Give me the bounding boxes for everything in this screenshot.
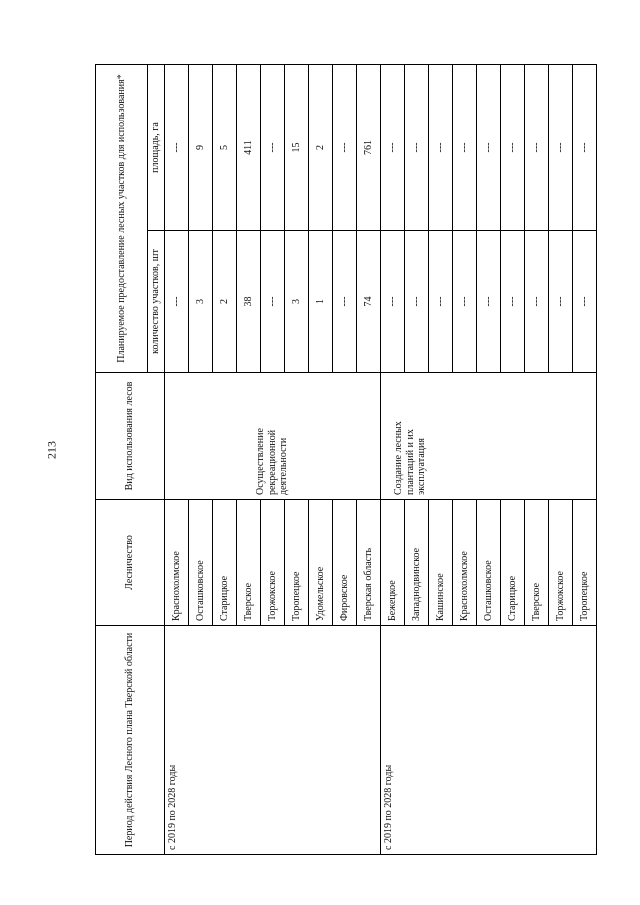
area-cell: --- — [429, 65, 453, 231]
header-period: Период действия Лесного плана Тверской области — [96, 626, 165, 855]
forestry-cell: Торопецкое — [573, 500, 597, 626]
count-cell: 2 — [213, 231, 237, 373]
forestry-cell: Осташковское — [189, 500, 213, 626]
forest-plan-table — [95, 64, 597, 855]
count-cell: --- — [501, 231, 525, 373]
count-cell: --- — [477, 231, 501, 373]
forestry-cell: Тверская область — [357, 500, 381, 626]
forestry-cell: Осташковское — [477, 500, 501, 626]
count-cell: --- — [405, 231, 429, 373]
area-cell: --- — [333, 65, 357, 231]
forestry-cell: Тверское — [237, 500, 261, 626]
table-rotation-wrapper — [95, 65, 615, 855]
forestry-cell: Удомельское — [309, 500, 333, 626]
header-forestry: Лесничество — [96, 500, 165, 626]
area-cell: --- — [573, 65, 597, 231]
forestry-cell: Бежецкое — [381, 500, 405, 626]
area-cell: 411 — [237, 65, 261, 231]
forestry-cell: Западнодвинское — [405, 500, 429, 626]
period-cell: с 2019 по 2028 годы — [381, 626, 597, 855]
area-cell: 5 — [213, 65, 237, 231]
area-cell: --- — [453, 65, 477, 231]
forestry-cell: Краснохолмское — [453, 500, 477, 626]
forestry-cell: Краснохолмское — [165, 500, 189, 626]
area-cell: 2 — [309, 65, 333, 231]
count-cell: 74 — [357, 231, 381, 373]
forestry-cell: Торжокское — [549, 500, 573, 626]
forestry-cell: Старицкое — [501, 500, 525, 626]
area-cell: 761 — [357, 65, 381, 231]
page-number: 213 — [44, 441, 59, 459]
area-cell: --- — [405, 65, 429, 231]
count-cell: --- — [429, 231, 453, 373]
count-cell: 38 — [237, 231, 261, 373]
header-count: количество участков, шт — [148, 231, 165, 373]
count-cell: 3 — [285, 231, 309, 373]
use-type-cell: Осуществление рекреационной деятельности — [165, 373, 381, 500]
count-cell: --- — [381, 231, 405, 373]
area-cell: --- — [261, 65, 285, 231]
forestry-cell: Кашинское — [429, 500, 453, 626]
area-cell: --- — [525, 65, 549, 231]
forestry-cell: Торжокское — [261, 500, 285, 626]
area-cell: --- — [549, 65, 573, 231]
area-cell: --- — [477, 65, 501, 231]
table-row — [165, 65, 189, 855]
header-area: площадь, га — [148, 65, 165, 231]
forestry-cell: Фировское — [333, 500, 357, 626]
count-cell: --- — [165, 231, 189, 373]
use-type-cell: Создание лесных плантаций и их эксплуатация — [381, 373, 597, 500]
count-cell: 1 — [309, 231, 333, 373]
count-cell: --- — [333, 231, 357, 373]
forestry-cell: Старицкое — [213, 500, 237, 626]
area-cell: --- — [165, 65, 189, 231]
table-body — [165, 65, 597, 855]
period-cell: с 2019 по 2028 годы — [165, 626, 381, 855]
header-use-type: Вид использования лесов — [96, 373, 165, 500]
rotated-table-sheet — [95, 65, 615, 855]
forestry-cell: Тверское — [525, 500, 549, 626]
area-cell: 9 — [189, 65, 213, 231]
header-planned: Планируемое предоставление лесных участков для использования* — [96, 65, 148, 373]
count-cell: --- — [549, 231, 573, 373]
area-cell: --- — [501, 65, 525, 231]
count-cell: --- — [573, 231, 597, 373]
table-row — [381, 65, 405, 855]
count-cell: --- — [453, 231, 477, 373]
forestry-cell: Торопецкое — [285, 500, 309, 626]
count-cell: --- — [261, 231, 285, 373]
area-cell: --- — [381, 65, 405, 231]
count-cell: --- — [525, 231, 549, 373]
count-cell: 3 — [189, 231, 213, 373]
area-cell: 15 — [285, 65, 309, 231]
